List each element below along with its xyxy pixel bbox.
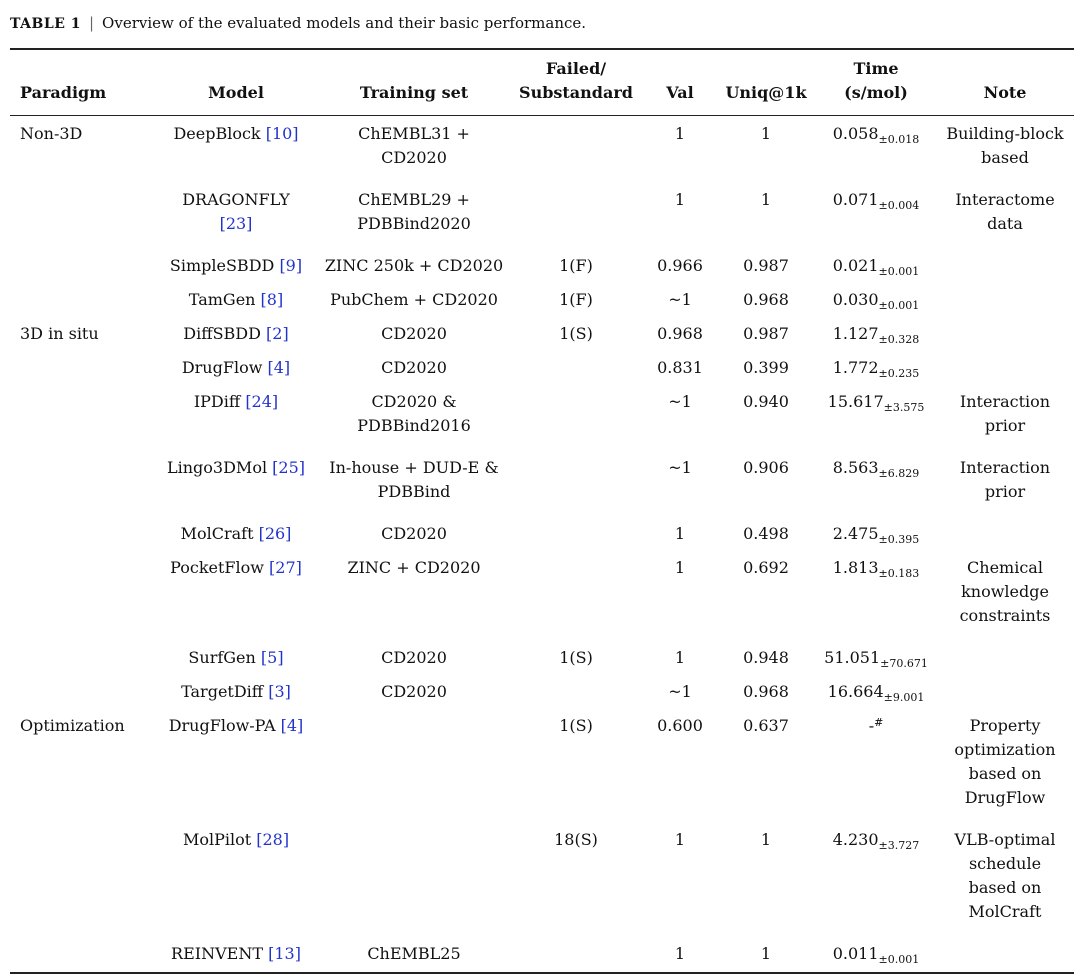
caption-label: TABLE 1 — [10, 16, 81, 32]
training-set-line: CD2020 — [381, 358, 447, 377]
training-set-line: CD2020 & — [371, 392, 457, 411]
cell-failed: 18(S) — [554, 830, 598, 849]
cell-note — [936, 350, 1074, 384]
cell-model — [152, 936, 320, 973]
cell-time — [816, 936, 936, 973]
cell-time — [816, 384, 936, 450]
cell-training-set — [320, 384, 508, 450]
cell-val: 1 — [674, 524, 686, 543]
cell-val: 1 — [674, 830, 686, 849]
table-row — [10, 550, 1074, 640]
model-name: PocketFlow — [170, 558, 270, 577]
cell-failed — [508, 936, 644, 973]
table-row — [10, 516, 1074, 550]
cell-note — [936, 936, 1074, 973]
model-name: MolCraft — [180, 524, 259, 543]
model-name: SurfGen — [188, 648, 261, 667]
cell-paradigm: Optimization — [20, 716, 125, 735]
reference-link[interactable]: [3] — [268, 682, 291, 701]
time-sd: ±0.328 — [878, 333, 920, 346]
time-value: 1.127 — [832, 324, 879, 343]
cell-training-set — [320, 674, 508, 708]
header-failed-line1: Failed/ — [545, 59, 607, 78]
model-name: DrugFlow — [181, 358, 268, 377]
cell-time — [816, 516, 936, 550]
cell-paradigm — [10, 822, 152, 936]
cell-training-set — [320, 350, 508, 384]
cell-note — [936, 248, 1074, 282]
model-name: DRAGONFLY — [182, 190, 290, 209]
time-value: 4.230 — [832, 830, 879, 849]
reference-link[interactable]: [5] — [260, 648, 284, 667]
cell-paradigm: Non-3D — [20, 124, 83, 143]
header-val: Val — [644, 49, 716, 116]
cell-note — [936, 674, 1074, 708]
table-row — [10, 282, 1074, 316]
reference-link[interactable]: [2] — [266, 324, 289, 343]
cell-model — [152, 248, 320, 282]
model-name: REINVENT — [171, 944, 269, 963]
time-footnote-mark: # — [874, 716, 884, 729]
cell-val: 1 — [674, 558, 686, 577]
header-time-line2: (s/mol) — [844, 83, 908, 102]
cell-val: 1 — [674, 648, 686, 667]
cell-time — [816, 708, 936, 822]
cell-paradigm — [10, 674, 152, 708]
cell-val: 0.968 — [657, 324, 703, 343]
cell-failed — [508, 674, 644, 708]
table-row — [10, 936, 1074, 973]
cell-failed: 1(S) — [559, 324, 593, 343]
cell-paradigm — [10, 282, 152, 316]
header-failed-line2: Substandard — [519, 83, 633, 102]
cell-failed: 1(S) — [559, 648, 593, 667]
cell-training-set — [320, 248, 508, 282]
cell-model — [152, 450, 320, 516]
cell-note — [936, 182, 1074, 248]
cell-note — [936, 516, 1074, 550]
cell-failed — [508, 516, 644, 550]
table-caption — [10, 14, 586, 32]
reference-link[interactable]: [8] — [260, 290, 284, 309]
header-note: Note — [936, 49, 1074, 116]
time-value: 1.772 — [832, 358, 879, 377]
cell-time — [816, 550, 936, 640]
time-sd: ±0.001 — [878, 299, 920, 312]
cell-time — [816, 316, 936, 350]
cell-model — [152, 350, 320, 384]
time-sd: ±0.183 — [878, 567, 920, 580]
time-value: 0.030 — [832, 290, 879, 309]
cell-failed — [508, 350, 644, 384]
cell-val: ~1 — [668, 392, 692, 411]
note-line: Interactome data — [955, 190, 1055, 233]
cell-time — [816, 182, 936, 248]
reference-link[interactable]: [4] — [280, 716, 304, 735]
time-value: - — [868, 716, 875, 735]
note-line: Interaction prior — [959, 392, 1051, 435]
model-name: TargetDiff — [181, 682, 269, 701]
table-row — [10, 248, 1074, 282]
time-sd: ±9.001 — [883, 691, 925, 704]
cell-model — [152, 316, 320, 350]
cell-failed — [508, 450, 644, 516]
cell-uniq: 1 — [716, 936, 816, 973]
time-value: 16.664 — [827, 682, 884, 701]
note-line: constraints — [959, 606, 1051, 625]
cell-paradigm: 3D in situ — [20, 324, 99, 343]
cell-uniq: 0.498 — [743, 524, 789, 543]
cell-model — [152, 516, 320, 550]
cell-val: 0.600 — [657, 716, 703, 735]
cell-note — [936, 550, 1074, 640]
cell-val: 0.831 — [657, 358, 703, 377]
model-name: TamGen — [188, 290, 261, 309]
time-sd: ±0.004 — [878, 199, 920, 212]
cell-training-set — [320, 822, 508, 936]
table-row — [10, 822, 1074, 936]
reference-link[interactable]: [26] — [258, 524, 292, 543]
header-time — [816, 49, 936, 116]
cell-model — [152, 282, 320, 316]
table-row — [10, 116, 1074, 183]
cell-paradigm — [10, 384, 152, 450]
header-time-line1: Time — [853, 59, 899, 78]
cell-val: 1 — [674, 124, 686, 143]
training-set-line: CD2020 — [381, 648, 447, 667]
cell-time — [816, 282, 936, 316]
time-value: 0.011 — [832, 944, 879, 963]
cell-training-set — [320, 450, 508, 516]
cell-note — [936, 116, 1074, 183]
time-sd: ±3.575 — [883, 401, 925, 414]
cell-note — [936, 822, 1074, 936]
cell-failed — [508, 384, 644, 450]
cell-training-set — [320, 516, 508, 550]
training-set-line: PDBBind2020 — [357, 214, 471, 233]
cell-note — [936, 316, 1074, 350]
cell-val: ~1 — [668, 458, 692, 477]
header-failed — [508, 49, 644, 116]
time-sd: ±0.001 — [878, 953, 920, 966]
training-set-line: PDBBind2016 — [357, 416, 471, 435]
time-sd: ±0.001 — [878, 265, 920, 278]
header-uniq: Uniq@1k — [716, 49, 816, 116]
cell-note — [936, 384, 1074, 450]
cell-uniq: 0.399 — [743, 358, 789, 377]
cell-model — [152, 708, 320, 822]
time-value: 8.563 — [832, 458, 879, 477]
cell-paradigm — [10, 516, 152, 550]
training-set-line: ChEMBL25 — [367, 944, 461, 963]
cell-note — [936, 708, 1074, 822]
cell-failed — [508, 550, 644, 640]
time-value: 51.051 — [824, 648, 881, 667]
cell-training-set — [320, 316, 508, 350]
cell-uniq: 0.968 — [743, 682, 789, 701]
note-line: VLB-optimal schedule — [954, 830, 1056, 873]
cell-time — [816, 822, 936, 936]
table-row — [10, 674, 1074, 708]
time-value: 15.617 — [827, 392, 884, 411]
cell-time — [816, 640, 936, 674]
cell-paradigm — [10, 450, 152, 516]
cell-paradigm — [10, 182, 152, 248]
table-row — [10, 708, 1074, 822]
header-training-set: Training set — [320, 49, 508, 116]
cell-uniq: 0.940 — [743, 392, 789, 411]
table-row — [10, 182, 1074, 248]
table-row — [10, 350, 1074, 384]
cell-val: 1 — [674, 190, 686, 209]
table-row — [10, 316, 1074, 350]
cell-time — [816, 116, 936, 183]
cell-uniq: 0.692 — [743, 558, 789, 577]
model-name: MolPilot — [182, 830, 257, 849]
note-line: Chemical knowledge — [961, 558, 1049, 601]
training-set-line: CD2020 — [381, 524, 447, 543]
note-line: Interaction prior — [959, 458, 1051, 501]
reference-link[interactable]: [10] — [265, 124, 299, 143]
cell-training-set — [320, 550, 508, 640]
models-table — [10, 48, 1074, 974]
cell-uniq: 1 — [760, 830, 772, 849]
cell-training-set — [320, 936, 508, 973]
cell-uniq: 0.968 — [743, 290, 789, 309]
header-model: Model — [152, 49, 320, 116]
model-name: DrugFlow-PA — [168, 716, 281, 735]
cell-note — [936, 282, 1074, 316]
reference-link[interactable]: [4] — [267, 358, 291, 377]
time-value: 0.071 — [832, 190, 879, 209]
model-name: Lingo3DMol — [167, 458, 273, 477]
caption-text: Overview of the evaluated models and their basic performance. — [102, 14, 587, 32]
training-set-line: CD2020 — [381, 324, 447, 343]
caption-separator: | — [88, 14, 95, 32]
training-set-line: ChEMBL29 + — [358, 190, 470, 209]
header-row — [10, 49, 1074, 116]
cell-paradigm — [10, 640, 152, 674]
cell-note — [936, 450, 1074, 516]
time-sd: ±0.235 — [878, 367, 920, 380]
training-set-line: PubChem + CD2020 — [330, 290, 498, 309]
cell-training-set — [320, 282, 508, 316]
time-sd: ±0.018 — [878, 133, 920, 146]
cell-val: ~1 — [668, 682, 692, 701]
time-sd: ±6.829 — [878, 467, 920, 480]
time-value: 0.021 — [832, 256, 879, 275]
table-row — [10, 384, 1074, 450]
note-line: Building-block based — [946, 124, 1064, 167]
cell-time — [816, 674, 936, 708]
model-name: IPDiff — [193, 392, 246, 411]
cell-model — [152, 640, 320, 674]
cell-model — [152, 822, 320, 936]
cell-uniq: 0.987 — [743, 324, 789, 343]
cell-note — [936, 640, 1074, 674]
cell-val: ~1 — [668, 290, 692, 309]
training-set-line: CD2020 — [381, 148, 447, 167]
header-paradigm: Paradigm — [10, 49, 152, 116]
table-body — [10, 116, 1074, 974]
reference-link[interactable]: [9] — [279, 256, 303, 275]
cell-val: 1 — [644, 936, 716, 973]
cell-training-set — [320, 116, 508, 183]
cell-failed — [508, 182, 644, 248]
cell-training-set — [320, 708, 508, 822]
cell-model — [152, 384, 320, 450]
reference-link[interactable]: [27] — [269, 558, 302, 577]
reference-link[interactable]: [28] — [256, 830, 290, 849]
cell-model — [152, 674, 320, 708]
cell-val: 0.966 — [657, 256, 703, 275]
cell-paradigm — [10, 936, 152, 973]
model-name: SimpleSBDD — [169, 256, 280, 275]
reference-link[interactable]: [24] — [245, 392, 279, 411]
time-value: 0.058 — [832, 124, 879, 143]
table-row — [10, 640, 1074, 674]
cell-uniq: 1 — [760, 124, 772, 143]
training-set-line: ZINC 250k + CD2020 — [324, 256, 504, 275]
cell-failed: 1(S) — [559, 716, 593, 735]
note-line: based on DrugFlow — [964, 764, 1046, 807]
cell-uniq: 1 — [760, 190, 772, 209]
cell-model — [152, 116, 320, 183]
cell-failed — [508, 116, 644, 183]
training-set-line: In-house + DUD-E & — [329, 458, 499, 477]
note-line: based on MolCraft — [968, 878, 1042, 921]
training-set-line: ZINC + CD2020 — [347, 558, 481, 577]
cell-model — [152, 182, 320, 248]
cell-training-set — [320, 640, 508, 674]
cell-time — [816, 248, 936, 282]
cell-uniq: 0.637 — [743, 716, 789, 735]
cell-uniq: 0.906 — [743, 458, 789, 477]
cell-paradigm — [10, 550, 152, 640]
note-line: Property optimization — [954, 716, 1056, 759]
time-value: 1.813 — [832, 558, 879, 577]
training-set-line: ChEMBL31 + — [358, 124, 470, 143]
reference-link[interactable]: [13] — [268, 944, 301, 963]
model-name: DiffSBDD — [183, 324, 267, 343]
cell-model — [152, 550, 320, 640]
time-sd: ±70.671 — [880, 657, 928, 670]
cell-failed: 1(F) — [559, 256, 593, 275]
cell-time — [816, 350, 936, 384]
cell-uniq: 0.948 — [743, 648, 789, 667]
time-sd: ±0.395 — [878, 533, 920, 546]
cell-paradigm — [10, 350, 152, 384]
cell-time — [816, 450, 936, 516]
cell-failed: 1(F) — [559, 290, 593, 309]
training-set-line: CD2020 — [381, 682, 447, 701]
cell-training-set — [320, 182, 508, 248]
time-sd: ±3.727 — [878, 839, 920, 852]
training-set-line: PDBBind — [377, 482, 451, 501]
reference-link[interactable]: [23] — [219, 214, 253, 233]
reference-link[interactable]: [25] — [272, 458, 305, 477]
cell-paradigm — [10, 248, 152, 282]
time-value: 2.475 — [832, 524, 879, 543]
cell-uniq: 0.987 — [743, 256, 789, 275]
model-name: DeepBlock — [173, 124, 266, 143]
table-row — [10, 450, 1074, 516]
